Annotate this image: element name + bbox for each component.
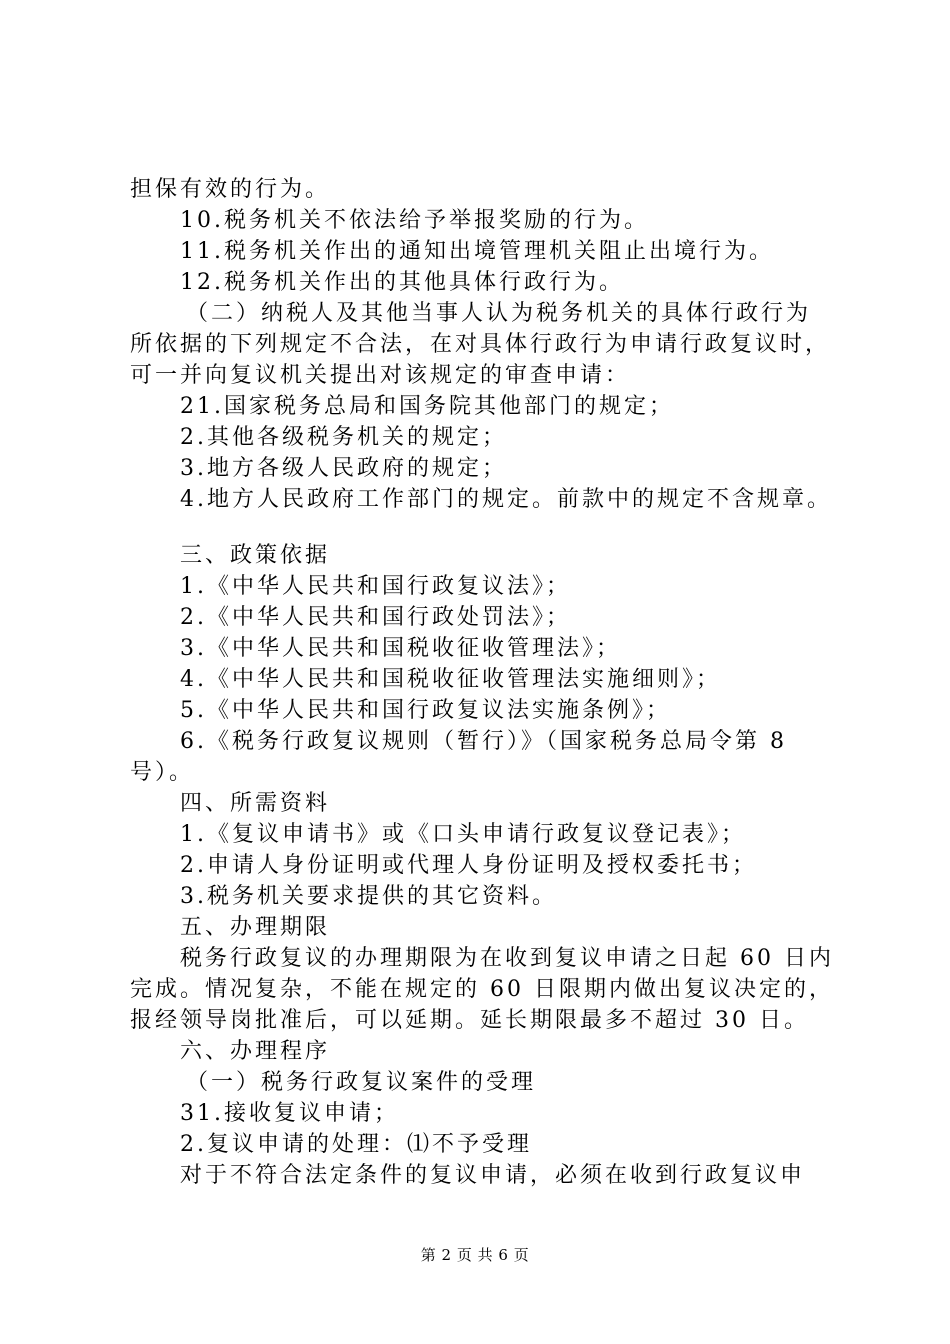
list-item: 2.复议申请的处理：⑴不予受理 [180, 1132, 532, 1157]
section-heading: 四、所需资料 [180, 791, 331, 816]
list-item: 3.税务机关要求提供的其它资料。 [180, 884, 557, 909]
list-item-continuation: 号）。 [130, 760, 195, 785]
list-item: 4.地方人民政府工作部门的规定。前款中的规定不含规章。 [180, 487, 832, 512]
paragraph-line: 对于不符合法定条件的复议申请，必须在收到行政复议申 [180, 1163, 806, 1188]
list-item: 1.《中华人民共和国行政复议法》； [180, 574, 571, 599]
list-item: 2.申请人身份证明或代理人身份证明及授权委托书； [180, 853, 757, 878]
list-item: 12.税务机关作出的其他具体行政行为。 [180, 270, 624, 295]
text-line: 担保有效的行为。 [130, 177, 331, 202]
list-item: 3.《中华人民共和国税收征收管理法》； [180, 636, 621, 661]
paragraph-line: 税务行政复议的办理期限为在收到复议申请之日起 60 日内 [180, 946, 834, 971]
section-heading: 三、政策依据 [180, 543, 331, 568]
paragraph-line: 完成。情况复杂，不能在规定的 60 日限期内做出复议决定的， [130, 977, 834, 1002]
list-item: 11.税务机关作出的通知出境管理机关阻止出境行为。 [180, 239, 774, 264]
list-item: 3.地方各级人民政府的规定； [180, 456, 507, 481]
list-item: 6.《税务行政复议规则（暂行）》（国家税务总局令第 8 [180, 729, 787, 754]
list-item: 1.《复议申请书》或《口头申请行政复议登记表》； [180, 822, 746, 847]
paragraph-line: 所依据的下列规定不合法，在对具体行政行为申请行政复议时， [130, 332, 831, 357]
section-heading: 六、办理程序 [180, 1039, 331, 1064]
paragraph-line: （二）纳税人及其他当事人认为税务机关的具体行政行为 [186, 301, 812, 326]
list-item: 10.税务机关不依法给予举报奖励的行为。 [180, 208, 649, 233]
list-item: 31.接收复议申请； [180, 1101, 399, 1126]
page-footer: 第 2 页 共 6 页 [420, 1246, 530, 1264]
sub-heading: （一）税务行政复议案件的受理 [186, 1070, 537, 1095]
list-item: 5.《中华人民共和国行政复议法实施条例》； [180, 698, 671, 723]
paragraph-line: 报经领导岗批准后，可以延期。延长期限最多不超过 30 日。 [130, 1008, 809, 1033]
list-item: 4.《中华人民共和国税收征收管理法实施细则》； [180, 667, 721, 692]
section-heading: 五、办理期限 [180, 915, 331, 940]
list-item: 2.《中华人民共和国行政处罚法》； [180, 605, 571, 630]
paragraph-line: 可一并向复议机关提出对该规定的审查申请： [130, 363, 631, 388]
list-item: 2.其他各级税务机关的规定； [180, 425, 507, 450]
list-item: 21.国家税务总局和国务院其他部门的规定； [180, 394, 674, 419]
